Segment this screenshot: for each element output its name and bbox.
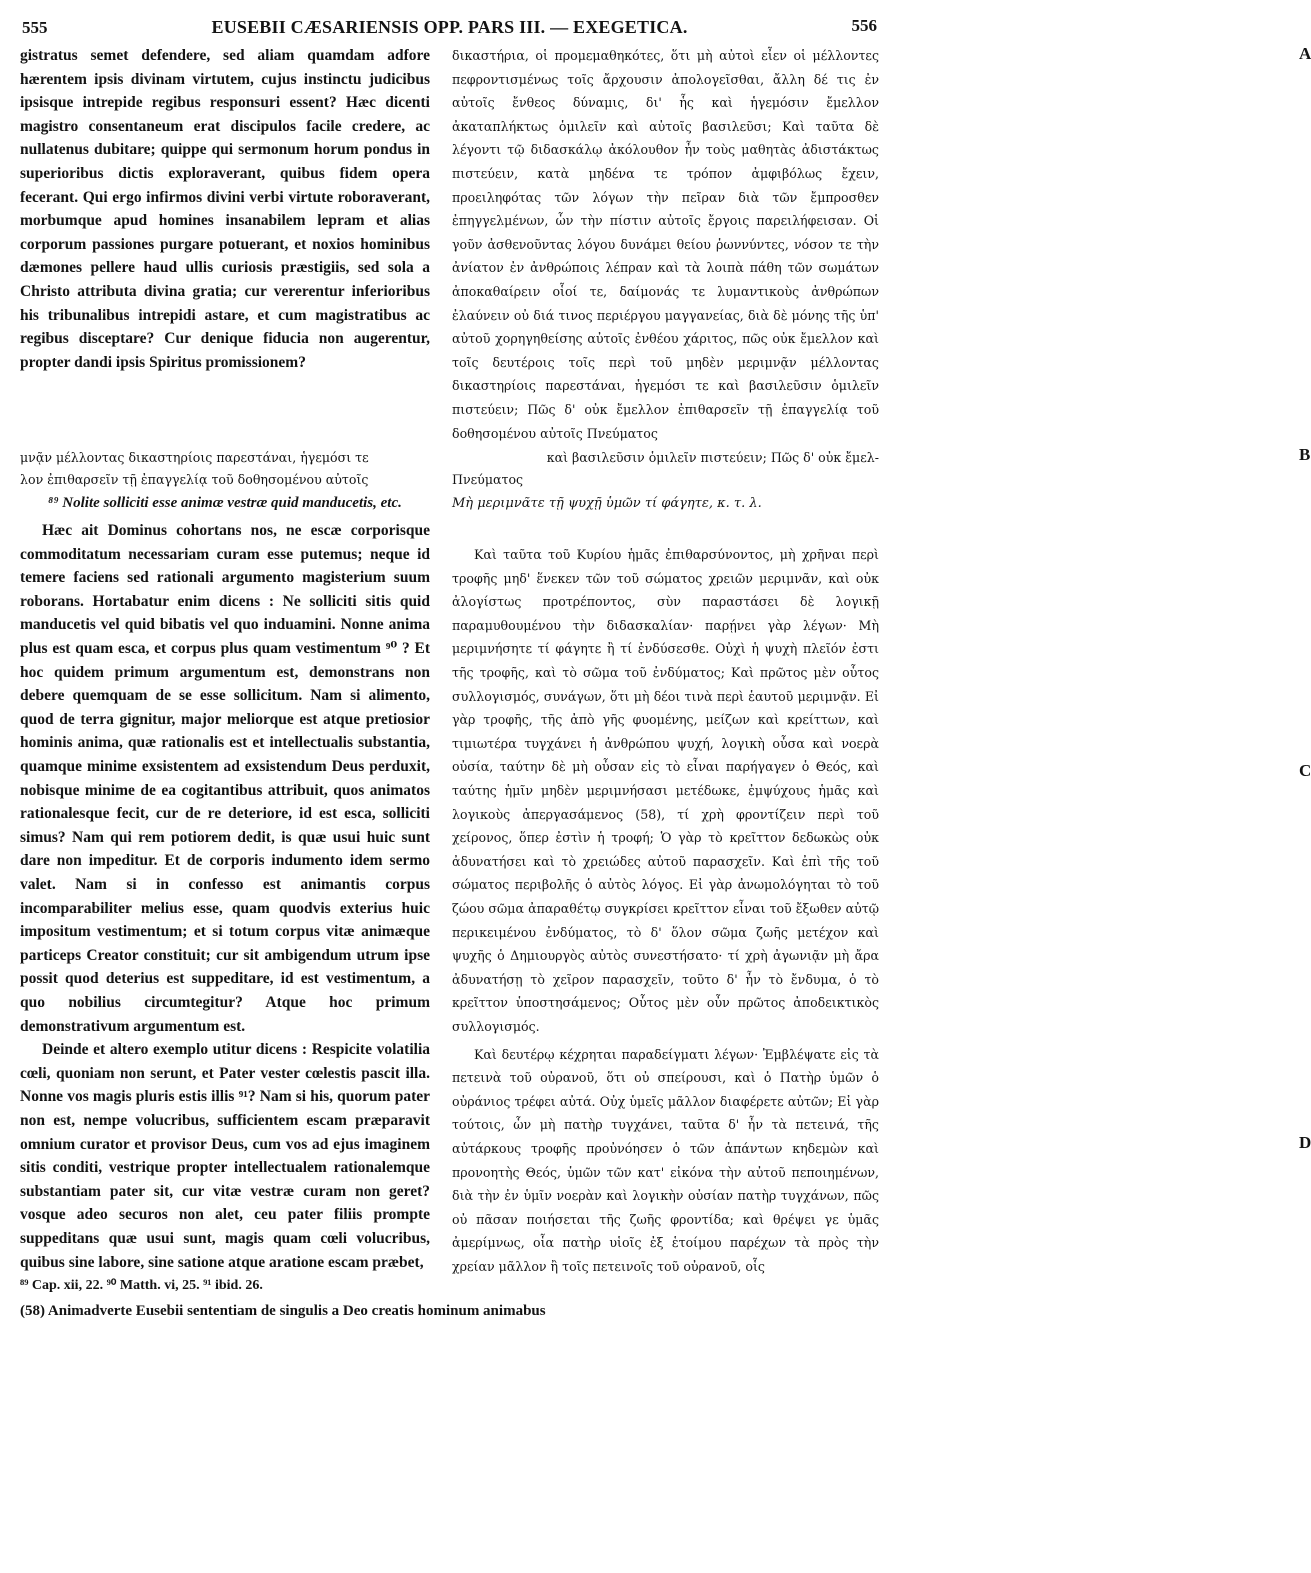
section-2 bbox=[20, 493, 1311, 1296]
bottom-footnote: (58) Animadverte Eusebii sententiam de singulis a Deo creatis hominum animabus bbox=[20, 1303, 546, 1320]
page-number-left: 555 bbox=[22, 18, 48, 37]
latin-paragraph-2: Hæc ait Dominus cohortans nos, ne escæ corporisque commoditatum necessariam curam esse putemus; neque id temere faciens sed rationali argumento magisterium suum roborans. Hortabatur enim dicens : Ne solliciti sitis quid manducetis vel quid bibatis vel quo induamini. Nonne anima plus est quam esca, et corpus plus quam vestimentum ⁹⁰ ? Et hoc quidem primum argumentum est, demonstrans non debere quemquam de se esse sollicitum. Nam si alimento, quod de terra gignitur, major meliorque est atque pretiosior hominis anima, quæ rationalis est et intellectualis substantia, quamque minime exsistentem ad exsistendum Deus perduxit, nobisque minime de ea cogitantibus attribuit, quos animatos rationalesque fecit, cur de re deteriore, id est esca, solliciti simus? Nam qui rem potiorem dedit, is quæ usui huic sunt dare non impeditur. Et de corporis indumento idem sermo valet. Nam si in confesso est animantis corpus incomparabiliter melius esse, quam quodvis exterius huic impositum vestimentum; et si totum corpus vitæ animæque particeps Creator constituit; cur sit ambigendum utrum ipse possit quod deterius est suppeditare, id est vestimentum, a quo nobilius circumtegitur? Atque hoc primum demonstrativum argumentum est. bbox=[20, 522, 430, 1035]
running-header bbox=[20, 10, 879, 40]
latin-section-heading: ⁸⁹ Nolite solliciti esse animæ vestræ quid manducetis, etc. bbox=[48, 495, 402, 512]
fullwidth-line-2 bbox=[20, 469, 879, 491]
greek-paragraph-2: Καὶ ταῦτα τοῦ Κυρίου ἡμᾶς ἐπιθαρσύνοντος, μὴ χρῆναι περὶ τροφῆς μηδ' ἕνεκεν τῶν τοῦ σώματος χρειῶν μεριμνᾶν, καὶ οὐκ ἀλογίστως προτρέποντος, σὺν παραστάσει δὲ λογικῇ παραμυθουμένου τὴν διδασκαλίαν· παρῄνει γὰρ λέγων· Μὴ μεριμνήσητε τί φάγητε ἢ τί ἐνδύσεσθε. Οὐχὶ ἡ ψυχὴ πλεῖόν ἐστι τῆς τροφῆς, καὶ τὸ σῶμα τοῦ ἐνδύματος; Καὶ πρῶτος μὲν οὗτος συλλογισμός, συνάγων, ὅτι μὴ δέοι τινὰ περὶ ἑαυτοῦ μεριμνᾷν. Εἰ γὰρ τροφῆς, τῆς ἀπὸ γῆς φυομένης, μείζων καὶ κρείττων, καὶ τιμιωτέρα τυγχάνει ἡ ἀνθρώπου ψυχή, λογικὴ οὖσα καὶ νοερὰ οὐσία, ταύτην δὲ μὴ οὖσαν εἰς τὸ εἶναι παρήγαγεν ὁ Θεός, καὶ ταύτης ἡμῖν μηδὲν μεριμνήσασι μετέδωκε, ἐμψύχους ἡμᾶς καὶ λογικοὺς ἀπεργασάμενος (58), τί χρὴ φροντίζειν περὶ τοῦ χείρονος, ὅπερ ἐστὶν ἡ τροφή; Ὁ γὰρ τὸ κρεῖττον δεδωκὼς οὐκ ἀδυνατήσει καὶ τὸ χρειώδες αὐτοῦ παρασχεῖν. Καὶ ἐπὶ τῆς τοῦ σώματος περιβολῆς ὁ αὐτὸς λόγος. Εἰ γὰρ ἀνωμολόγηται τὸ τοῦ ζώου σῶμα ἀπαραθέτῳ συγκρίσει κρεῖττον εἶναι τοῦ ἔξωθεν αὐτῷ περικειμένου ἐνδύματος, τὸ δ' ὅλον σῶμα ζωῆς μετέχον καὶ ψυχῆς ὁ Δημιουργὸς αὐτὸς συνεστήσατο· τί χρὴ ἀγωνιᾷν μὴ ἄρα ἀδυνατήσῃ τὸ χεῖρον παρασχεῖν, τοῦτο δ' ἦν τὸ ἔνδυμα, ὁ τὸ κρεῖττον ὑποστησάμενος; Οὗτος μὲν οὖν πρῶτος ἀποδεικτικὸς συλλογισμός. bbox=[452, 547, 879, 1034]
latin-body-2 bbox=[20, 519, 430, 1274]
greek-paragraph-3: Καὶ δευτέρῳ κέχρηται παραδείγματι λέγων· Ἐμβλέψατε εἰς τὰ πετεινὰ τοῦ οὐρανοῦ, ὅτι οὐ σπείρουσι, καὶ ὁ Πατὴρ ὑμῶν ὁ οὐράνιος τρέφει αὐτά. Οὐχ ὑμεῖς μᾶλλον διαφέρετε αὐτῶν; Εἰ γὰρ τούτοις, ὧν μὴ πατὴρ τυγχάνει, ταῦτα δ' ἦν τὰ πετεινά, τῆς αὐτάρκους τροφῆς προὐνόησεν ὁ τῶν ἁπάντων κηδεμὼν καὶ προνοητὴς Θεός, ὑμῶν τῶν κατ' εἰκόνα τὴν αὐτοῦ πεποιημένων, διὰ τὴν ἐν ὑμῖν νοερὰν καὶ λογικὴν οὐσίαν πατὴρ τυγχάνων, πῶς οὐ πᾶσαν ποιήσεται τῆς ζωῆς φροντίδα; καὶ θρέψει γε ὑμᾶς ἀμερίμνως, οἷα πατὴρ υἱοῖς ἐξ ἑτοίμου παρέχων τὰ πρὸς τὴν χρείαν μᾶλλον ἢ τοῖς πετεινοῖς τοῦ οὐρανοῦ, οἷς bbox=[452, 1046, 879, 1274]
page-number-right: 556 bbox=[851, 16, 877, 35]
greek-body-2 bbox=[452, 543, 879, 1278]
fullwidth-line-1-right: καὶ βασιλεῦσιν ὁμιλεῖν πιστεύειν; Πῶς δ' οὐκ ἔμελ- bbox=[546, 450, 879, 466]
marker-d: D bbox=[1299, 1133, 1311, 1153]
latin-paragraph-3: Deinde et altero exemplo utitur dicens : Respicite volatilia cœli, quoniam non serunt, et Pater vester cœlestis pascit illa. Nonne vos magis pluris estis illis ⁹¹? Nam si his, quorum pater non est, nempe volucribus, sufficientem escam præparavit omnium curator et provisor Deus, cum vos ad ejus imaginem sitis conditi, vestrique propter intellectualem rationalemque substantiam pater sit, cur vitæ vestræ curam non geret? vosque adeo securos non alet, ceu pater filiis prompte suppeditans quæ usui sunt, magis quam cœli volucribus, quibus sine labore, sine satione atque aratione escam præbet, bbox=[20, 1041, 430, 1271]
latin-column-2 bbox=[20, 493, 438, 1296]
fullwidth-line-2-left: λον ἐπιθαρσεῖν τῇ ἐπαγγελίᾳ τοῦ δοθησομένου αὐτοῖς bbox=[20, 472, 369, 488]
marker-b: B bbox=[1299, 445, 1311, 464]
latin-column-1 bbox=[20, 44, 438, 445]
fullwidth-continuation bbox=[20, 447, 879, 491]
latin-paragraph-1: gistratus semet defendere, sed aliam quamdam adfore hærentem ipsis divinam virtutem, cujus instinctu judicibus ipsisque intrepide regibus responsuri essent? Hæc dicenti magistro consentaneum erat discipulos facile credere, ac nullatenus dubitare; quippe qui sermonum horum pondus in superioribus dictis exploraverant, quibus fidem opera fecerant. Qui ergo infirmos divini verbi virtute roboraverant, morbumque apud homines insanabilem lepram et alias corporum passiones purgare potuerant, et noxios hominibus dæmones pellere haud ullis curiosis præstigiis, sed sola a Christo attributa divina gratia; cur vererentur inferioribus his tribunalibus intrepidi astare, et cum magistratibus ac regibus disceptare? Cur denique fiducia non augerentur, propter dandi ipsis Spiritus promissionem? bbox=[20, 47, 430, 371]
fullwidth-line-2-right: Πνεύματος bbox=[452, 472, 524, 488]
running-title: EUSEBII CÆSARIENSIS OPP. PARS III. — EXEGETICA. bbox=[211, 17, 688, 37]
section-1 bbox=[20, 44, 1311, 464]
greek-paragraph-1: δικαστήρια, οἱ προμεμαθηκότες, ὅτι μὴ αὐτοὶ εἶεν οἱ μέλλοντες πεφροντισμένως τοῖς ἄρχουσιν ἀπολογεῖσθαι, ἄλλη δέ τις ἐν αὐτοῖς ἔνθεος δύναμις, δι' ἧς καὶ ἡγεμόσιν ἔμελλον ἀκαταπλήκτως ὁμιλεῖν καὶ αὐτοῖς βασιλεῦσι; Καὶ ταῦτα δὲ λέγοντι τῷ διδασκάλῳ ἀκόλουθον ἦν τοὺς μαθητὰς ἀδιστάκτως πιστεύειν, κατὰ μηδένα τε τρόπον ἀμφιβόλως ἔχειν, προειληφότας τῶν λόγων τὴν πεῖραν διὰ τῶν ἔμπροσθεν ἐπηγγελμένων, ὧν τὴν πίστιν αὐτοῖς ἔργοις παρειλήφεισαν. Οἱ γοῦν ἀσθενοῦντας λόγου δυνάμει θείου ῥωννύντες, νόσον τε τὴν ἀνίατον ἐν ἀνθρώποις λέπραν καὶ τὰ λοιπὰ πάθη τῶν σωμάτων ἀποκαθαίρειν οἷοί τε, δαίμονάς τε λυμαντικοὺς ἀνθρώπων ἐλαύνειν οὐ διά τινος περιέργου μαγγανείας, διὰ δὲ μόνης τῆς ὑπ' αὐτοῦ χορηγηθείσης αὐτοῖς ἐνθέου χάριτος, πῶς οὐκ ἔμελλον καὶ τοῖς δευτέροις τοῖς περὶ τοῦ μηδὲν μεριμνᾷν μέλλοντας δικαστηρίοις παρεστάναι, ἡγεμόσι τε καὶ βασιλεῦσιν ὁμιλεῖν πιστεύειν; Πῶς δ' οὐκ ἔμελλον ἐπιθαρσεῖν τῇ ἐπαγγελίᾳ τοῦ δοθησομένου αὐτοῖς Πνεύματος bbox=[452, 48, 879, 441]
marker-c: C bbox=[1299, 761, 1311, 781]
fullwidth-line-1-left: μνᾷν μέλλοντας δικαστηρίοις παρεστάναι, ἡγεμόσι τε bbox=[20, 450, 369, 466]
marker-a: A bbox=[1299, 44, 1311, 63]
fullwidth-line-1 bbox=[20, 447, 879, 469]
greek-column-2 bbox=[438, 493, 879, 1296]
greek-column-1 bbox=[438, 44, 879, 445]
greek-section-heading: Μὴ μεριμνᾶτε τῇ ψυχῇ ὑμῶν τί φάγητε, κ. τ. λ. bbox=[452, 496, 762, 512]
latin-footnotes: ⁸⁹ Cap. xii, 22. ⁹⁰ Matth. vi, 25. ⁹¹ ibid. 26. bbox=[20, 1278, 263, 1294]
